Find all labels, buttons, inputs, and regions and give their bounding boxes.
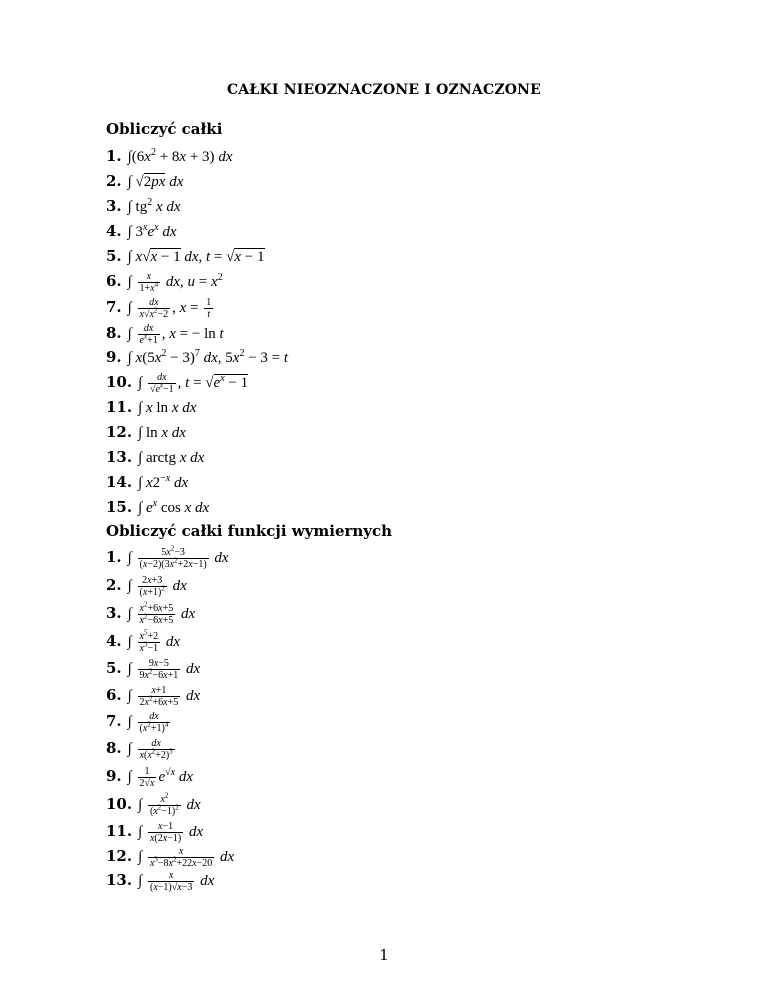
problem-number: 1. <box>106 147 122 165</box>
problem-number: 1. <box>106 548 122 566</box>
problem-1-10: 10. ∫ $\frac{dx}{√e^x-1}$ , $t = √e^x - 1$ <box>106 372 249 396</box>
problem-number: 15. <box>106 498 133 516</box>
problem-number: 8. <box>106 324 122 342</box>
problem-number: 10. <box>106 795 133 813</box>
problem-1-2: 2. ∫ √2px dx <box>106 172 184 190</box>
problem-1-12: 12. ∫ ln x dx <box>106 423 186 441</box>
problem-1-4: 4. ∫ $3^xe^x$ dx <box>106 222 177 240</box>
problem-1-1: 1. $\int(6x^2 + 8x + 3)$ dx <box>106 147 233 165</box>
problem-2-7: 7. ∫ $\frac{dx}{(x^2+1)^4}$ <box>106 711 169 735</box>
problem-number: 5. <box>106 659 122 677</box>
problem-1-8: 8. ∫ $\frac{dx}{e^x+1}$ , x = − ln t <box>106 323 224 347</box>
problem-2-13: 13. ∫ $\frac{x}{(x-1)√x-3}$ dx <box>106 870 215 894</box>
problem-1-6: 6. ∫ $\frac{x}{1+x^4}$ dx, $u = x^2$ <box>106 271 223 295</box>
problem-number: 12. <box>106 847 133 865</box>
problem-number: 9. <box>106 348 122 366</box>
problem-1-14: 14. ∫ $x2^{-x}$ dx <box>106 473 189 491</box>
problem-number: 11. <box>106 822 133 840</box>
page-title: CAŁKI NIEOZNACZONE I OZNACZONE <box>226 82 542 98</box>
problem-1-5: 5. ∫ x√x − 1 dx, t = √x − 1 <box>106 247 265 265</box>
problem-1-13: 13. ∫ arctg x dx <box>106 448 205 466</box>
problem-number: 3. <box>106 604 122 622</box>
problem-number: 5. <box>106 247 122 265</box>
problem-number: 9. <box>106 767 122 785</box>
problem-2-5: 5. ∫ $\frac{9x-5}{9x^2-6x+1}$ dx <box>106 658 201 682</box>
problem-2-8: 8. ∫ $\frac{dx}{x(x^2+2)^3}$ <box>106 738 173 762</box>
problem-1-3: 3. ∫ $tg^2$ x dx <box>106 197 181 215</box>
problem-2-9: 9. ∫ $\frac{1}{2√x}$ $e^{√x}$ dx <box>106 766 194 790</box>
problem-2-4: 4. ∫ $\frac{x^5+2}{x^3-1}$ dx <box>106 628 181 655</box>
problem-2-11: 11. ∫ $\frac{x-1}{x(2x-1)}$ dx <box>106 821 204 845</box>
problem-number: 4. <box>106 632 122 650</box>
problem-1-11: 11. ∫ x ln x dx <box>106 398 197 416</box>
problem-number: 11. <box>106 398 133 416</box>
problem-2-2: 2. ∫ $\frac{2x+3}{(x+1)^2}$ dx <box>106 575 187 599</box>
problem-number: 13. <box>106 871 133 889</box>
problem-number: 6. <box>106 272 122 290</box>
problem-number: 8. <box>106 739 122 757</box>
page-number: 1 <box>379 946 389 964</box>
problem-number: 10. <box>106 373 133 391</box>
section-heading-integrals: Obliczyć całki <box>106 120 223 138</box>
problem-2-10: 10. ∫ $\frac{x^2}{(x^2-1)^2}$ dx <box>106 791 201 818</box>
section-heading-rational: Obliczyć całki funkcji wymiernych <box>106 522 393 540</box>
problem-1-7: 7. ∫ $\frac{dx}{x√x^2-2}$ , x = $\frac{1}{t}$ <box>106 297 212 321</box>
problem-2-6: 6. ∫ $\frac{x+1}{2x^2+6x+5}$ dx <box>106 685 201 709</box>
problem-2-1: 1. ∫ $\frac{5x^2-3}{(x-2)(3x^2+2x-1)}$ dx <box>106 544 229 571</box>
problem-1-15: 15. ∫ $e^x$ cos x dx <box>106 498 210 516</box>
problem-number: 6. <box>106 686 122 704</box>
problem-number: 13. <box>106 448 133 466</box>
problem-2-12: 12. ∫ $\frac{x}{x^3-8x^2+22x-20}$ dx <box>106 846 235 870</box>
problem-number: 7. <box>106 712 122 730</box>
problem-number: 12. <box>106 423 133 441</box>
problem-1-9: 9. ∫ $x(5x^2 - 3)^7$ dx, $5x^2 - 3 = t$ <box>106 348 289 366</box>
problem-number: 14. <box>106 473 133 491</box>
problem-number: 2. <box>106 172 122 190</box>
problem-number: 4. <box>106 222 122 240</box>
problem-number: 7. <box>106 298 122 316</box>
problem-number: 2. <box>106 576 122 594</box>
problem-2-3: 3. ∫ $\frac{x^2+6x+5}{x^2-6x+5}$ dx <box>106 600 196 627</box>
problem-number: 3. <box>106 197 122 215</box>
